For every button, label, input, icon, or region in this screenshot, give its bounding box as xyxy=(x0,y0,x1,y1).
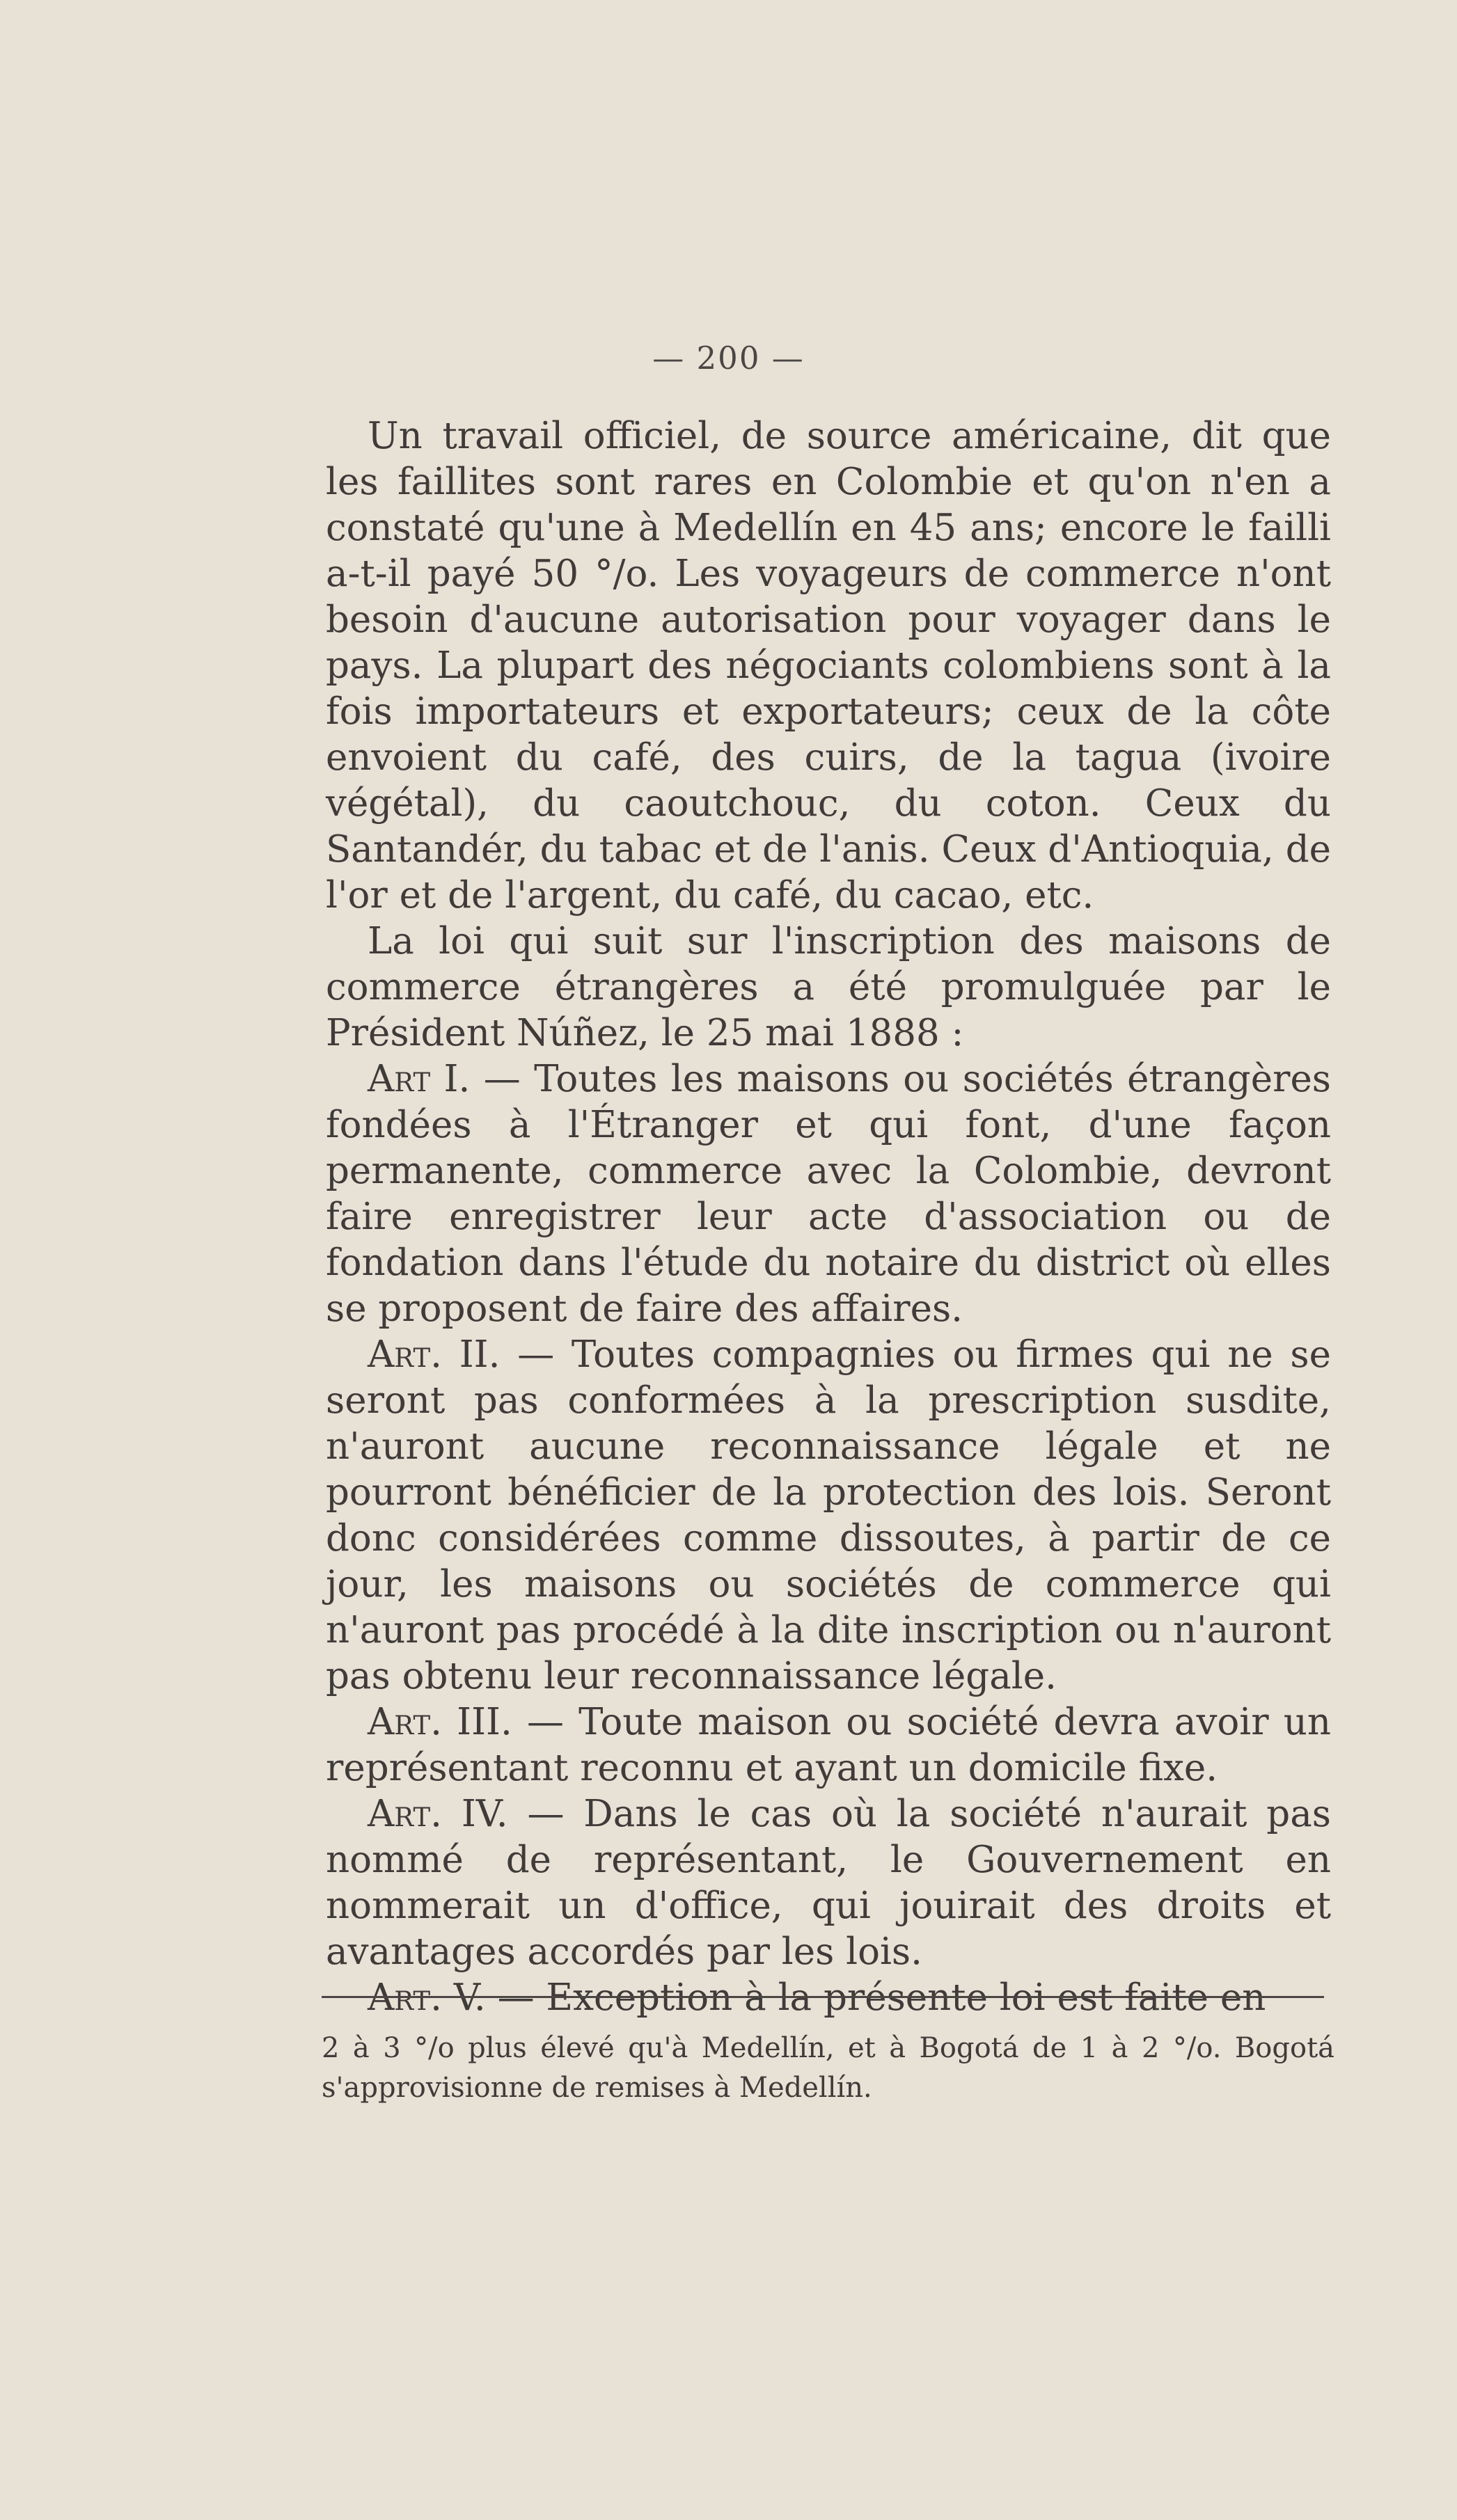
article-label: Art I. xyxy=(368,1058,471,1100)
article-1 xyxy=(326,1056,1331,1332)
article-text: — Toutes compagnies ou firmes qui ne se seront pas conformées à la prescription susdite, n'auront aucune reconnaissance légale et ne pourront bénéficier de la protection des lois. Seront donc considérées comme dissoutes, à partir de ce jour, les maisons ou sociétés de commerce qui n'auront pas procédé à la dite inscription ou n'auront pas obtenu leur reconnaissance légale. xyxy=(326,1333,1331,1697)
article-label: Art. III. xyxy=(368,1701,512,1743)
footnote-divider xyxy=(322,1996,1324,1998)
article-text: — Exception à la présente loi est faite en xyxy=(497,1976,1266,2019)
article-3 xyxy=(326,1699,1331,1791)
article-text: — Dans le cas où la société n'aurait pas nommé de représentant, le Gouvernement en nommerait un d'office, qui jouirait des droits et avantages accordés par les lois. xyxy=(326,1793,1331,1973)
article-label: Art. V. xyxy=(368,1976,486,2019)
article-4 xyxy=(326,1791,1331,1975)
article-2 xyxy=(326,1332,1331,1699)
footnote: 2 à 3 °/o plus élevé qu'à Medellín, et à Bogotá de 1 à 2 °/o. Bogotá s'approvisionne de remises à Medellín. xyxy=(322,2032,1334,2104)
article-5 xyxy=(326,1975,1331,2021)
article-text: — Toutes les maisons ou sociétés étrangères fondées à l'Étranger et qui font, d'une façon permanente, commerce avec la Colombie, devront faire enregistrer leur acte d'association ou de fondation dans l'étude du notaire du district où elles se proposent de faire des affaires. xyxy=(326,1058,1332,1330)
article-label: Art. II. xyxy=(368,1333,501,1376)
body-text xyxy=(326,413,1331,2021)
article-text: — Toute maison ou société devra avoir un représentant reconnu et ayant un domicile fixe. xyxy=(326,1701,1332,1789)
page-number: — 200 — xyxy=(652,340,805,377)
paragraph-law-intro xyxy=(326,919,1331,1056)
article-label: Art. IV. xyxy=(368,1793,508,1835)
paragraph-text: La loi qui suit sur l'inscription des maisons de commerce étrangères a été promulguée par le Président Núñez, le 25 mai 1888 : xyxy=(326,920,1331,1054)
paragraph-text: Un travail officiel, de source américaine, dit que les faillites sont rares en Colombie et qu'on n'en a constaté qu'une à Medellín en 45 ans; encore le failli a-t-il payé 50 °/o. Les voyageurs de commerce n'ont besoin d'aucune autorisation pour voyager dans le pays. La plupart des négociants colombiens sont à la fois importateurs et exportateurs; ceux de la côte envoient du café, des cuirs, de la tagua (ivoire végétal), du caoutchouc, du coton. Ceux du Santandér, du tabac et de l'anis. Ceux d'Antioquia, de l'or et de l'argent, du café, du cacao, etc. xyxy=(326,415,1331,917)
paragraph-intro xyxy=(326,413,1331,919)
